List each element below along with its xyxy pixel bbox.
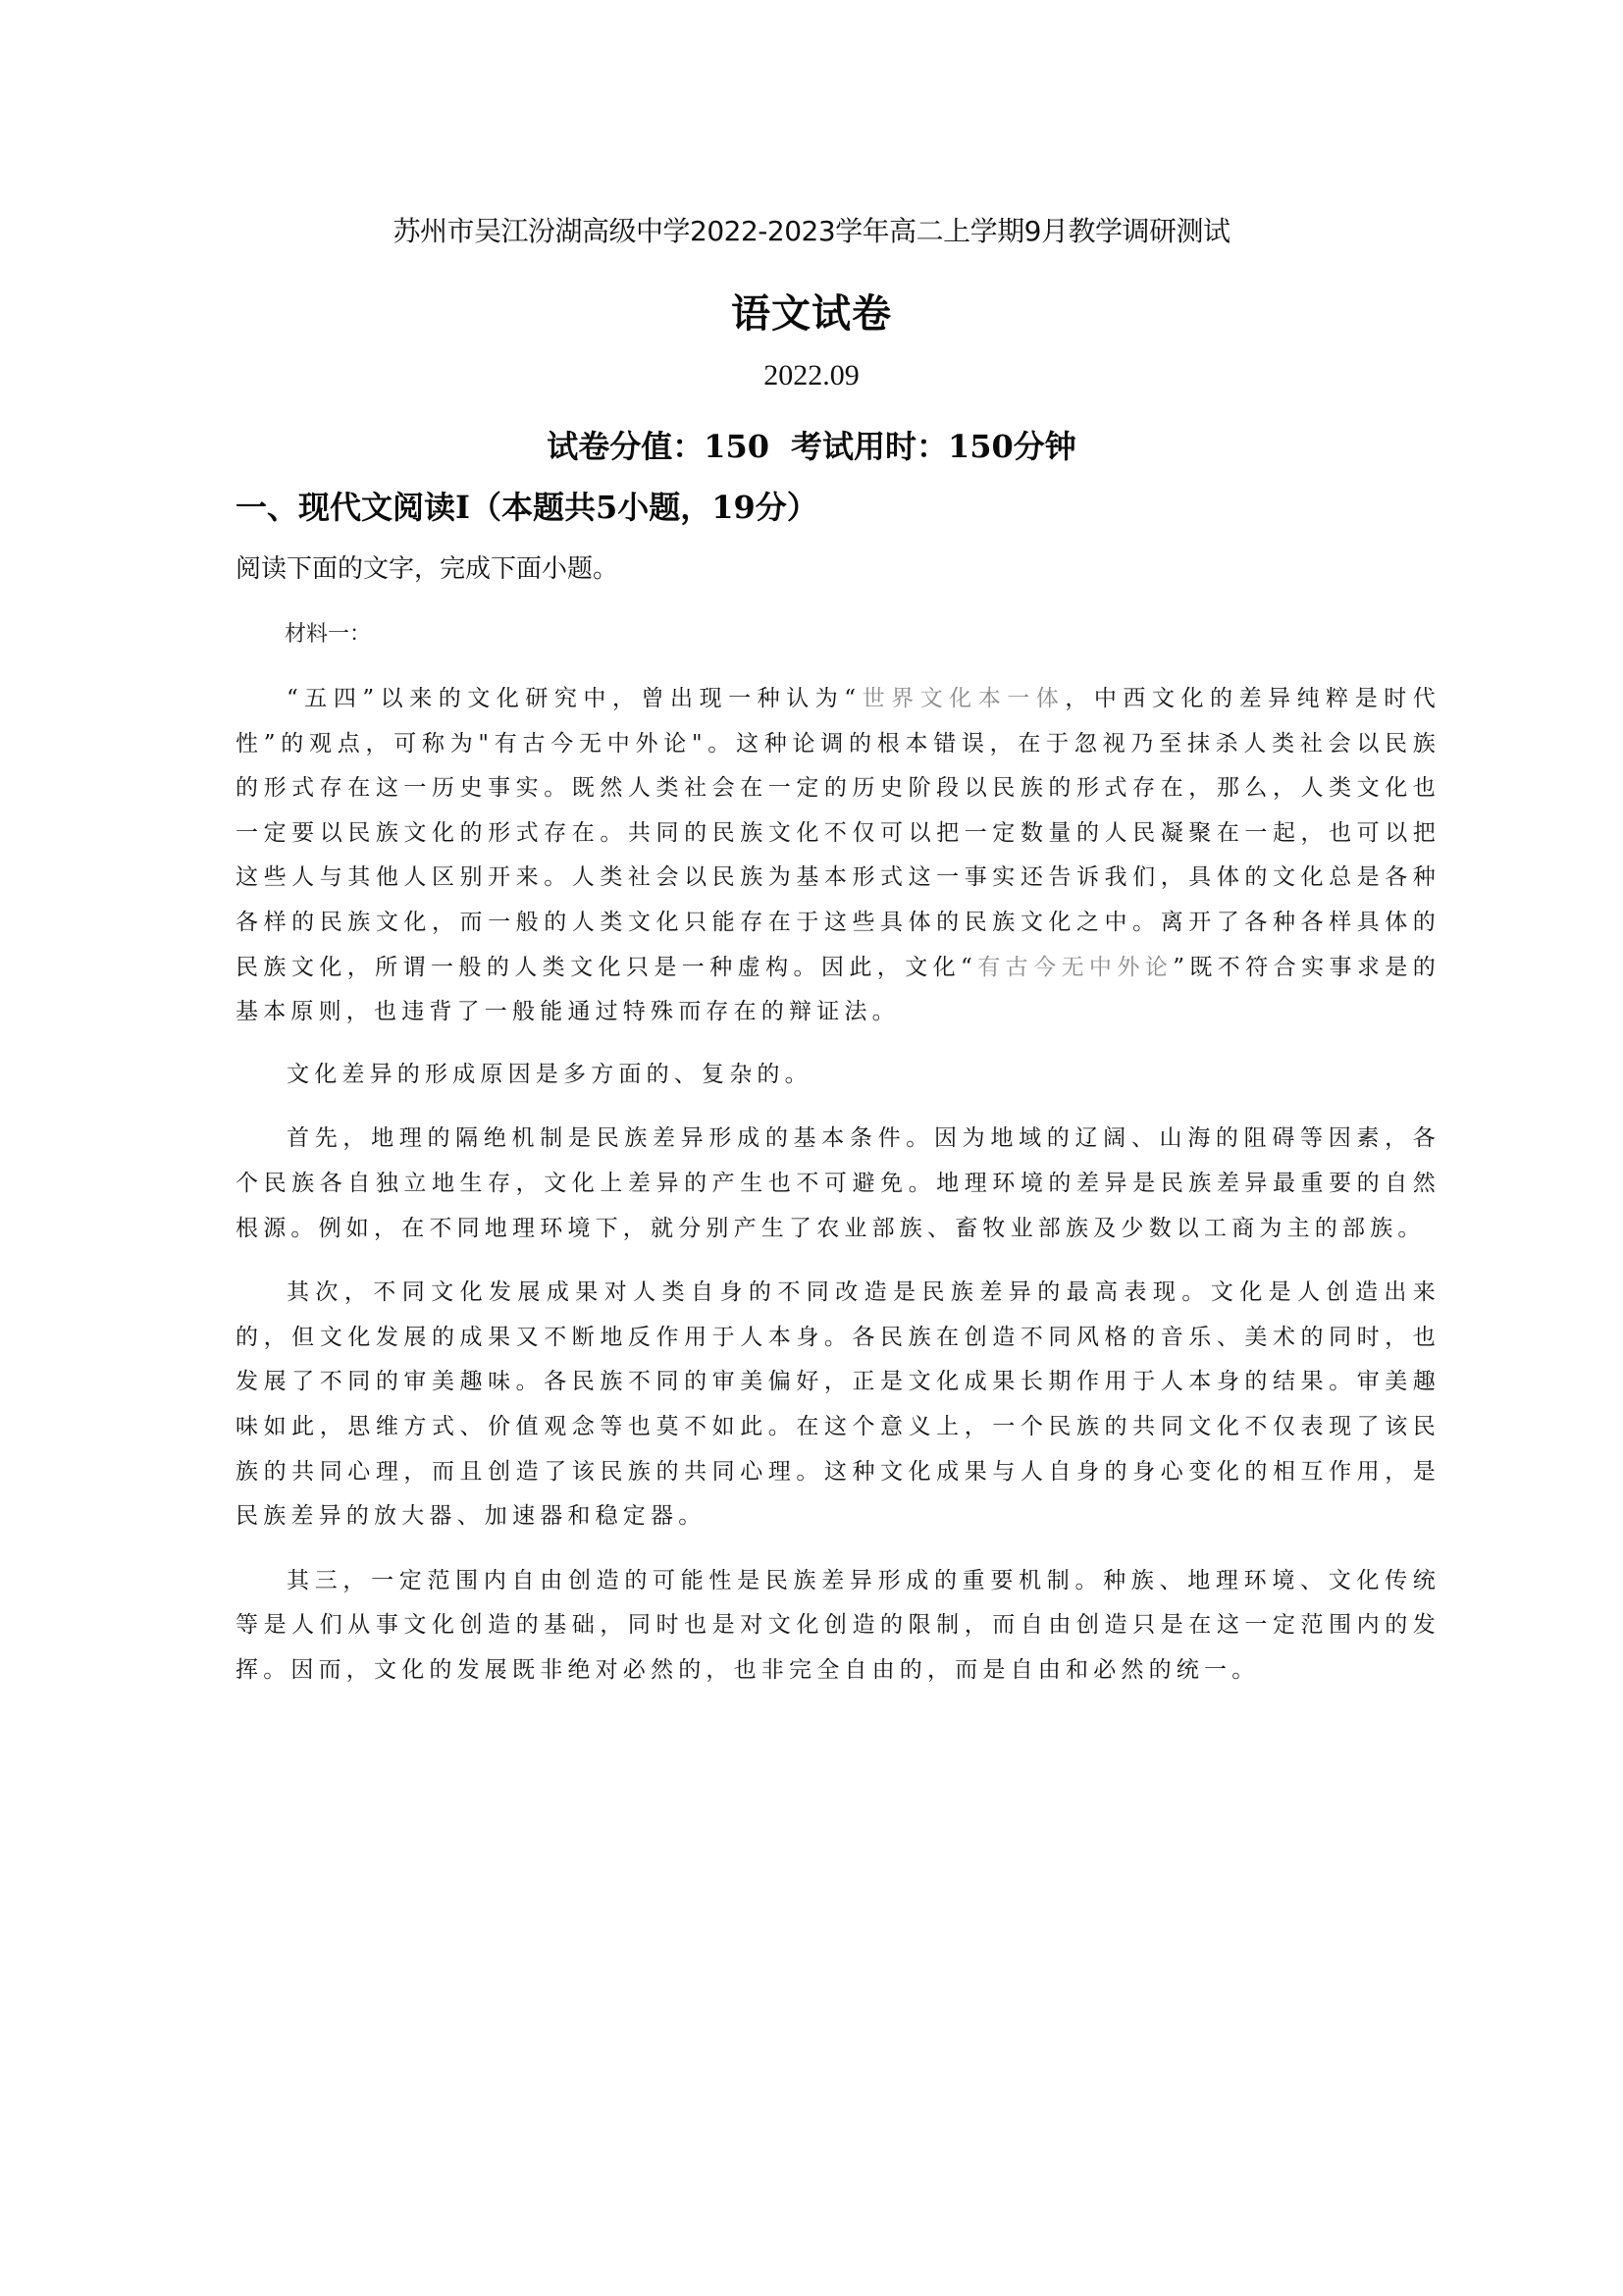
total-score: 试卷分值：150 bbox=[547, 428, 769, 465]
text-segment: 文化差异的形成原因是多方面的、复杂的。 bbox=[287, 1061, 812, 1087]
text-segment: 其次，不同文化发展成果对人类自身的不同改造是民族差异的最高表现。文化是人创造出来的，但文化发展的成果又不断地反作用于人本身。各民族在创造不同风格的音乐、美术的同时，也发展了不同的审美趣味。各民族不同的审美偏好，正是文化成果长期作用于人本身的结果。审美趣味如此，思维方式、价值观念等也莫不如此。在这个意义上，一个民族的共同文化不仅表现了该民族的共同心理，而且创造了该民族的共同心理。这种文化成果与人自身的身心变化的相互作用，是民族差异的放大器、加速器和稳定器。 bbox=[236, 1279, 1440, 1530]
passage-paragraph bbox=[236, 1559, 1440, 1694]
passage-paragraph bbox=[236, 1053, 1440, 1098]
quoted-term: 世界文化本一体 bbox=[861, 686, 1066, 711]
section-heading: 一、现代文阅读Ⅰ（本题共5小题，19分） bbox=[236, 489, 818, 526]
material-label: 材料一： bbox=[285, 622, 372, 647]
subject-title: 语文试卷 bbox=[731, 290, 892, 337]
text-segment: ，中西文化的差异纯粹是时代性”的观点，可称为"有古今无中外论"。这种论调的根本错误，在于忽视乃至抹杀人类社会以民族的形式存在这一历史事实。既然人类社会在一定的历史阶段以民族的形式存在，那么，人类文化也一定要以民族文化的形式存在。共同的民族文化不仅可以把一定数量的人民凝聚在一起，也可以把这些人与其他人区别开来。人类社会以民族为基本形式这一事实还告诉我们，具体的文化总是各种各样的民族文化，而一般的人类文化只能存在于这些具体的民族文化之中。离开了各种各样具体的民族文化，所谓一般的人类文化只是一种虚构。因此，文化“ bbox=[236, 686, 1440, 980]
reading-instruction: 阅读下面的文字，完成下面小题。 bbox=[236, 554, 619, 584]
exam-duration: 考试用时：150分钟 bbox=[791, 428, 1076, 465]
exam-date: 2022.09 bbox=[763, 359, 860, 391]
passage-body bbox=[236, 677, 1440, 1693]
section-1 bbox=[236, 485, 1440, 1712]
text-segment: ”既不符合实事求是的基本原则，也违背了一般能通过特殊而存在的辩证法。 bbox=[236, 954, 1440, 1025]
quoted-term: 有古今无中外论 bbox=[977, 954, 1174, 980]
text-segment: 其三，一定范围内自由创造的可能性是民族差异形成的重要机制。种族、地理环境、文化传统等是人们从事文化创造的基础，同时也是对文化创造的限制，而自由创造只是在这一定范围内的发挥。因而，文化的发展既非绝对必然的，也非完全自由的，而是自由和必然的统一。 bbox=[236, 1567, 1440, 1683]
passage-paragraph bbox=[236, 677, 1440, 1035]
passage-paragraph bbox=[236, 1271, 1440, 1539]
passage-paragraph bbox=[236, 1117, 1440, 1251]
score-info bbox=[0, 422, 1623, 467]
exam-title: 苏州市吴江汾湖高级中学2022-2023学年高二上学期9月教学调研测试 bbox=[393, 215, 1230, 247]
text-segment: 首先，地理的隔绝机制是民族差异形成的基本条件。因为地域的辽阔、山海的阻碍等因素，各个民族各自独立地生存，文化上差异的产生也不可避免。地理环境的差异是民族差异最重要的自然根源。例如，在不同地理环境下，就分别产生了农业部族、畜牧业部族及少数以工商为主的部族。 bbox=[236, 1125, 1440, 1241]
text-segment: “五四”以来的文化研究中，曾出现一种认为“ bbox=[287, 686, 862, 711]
